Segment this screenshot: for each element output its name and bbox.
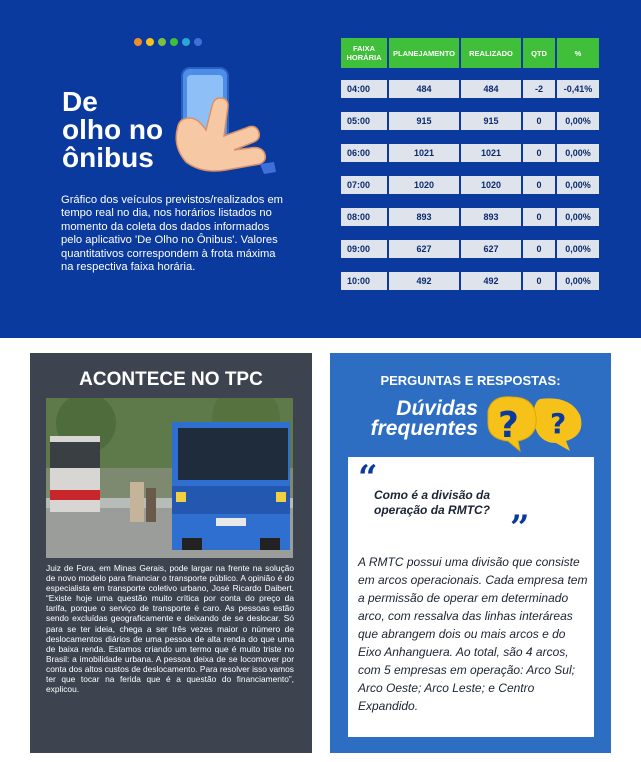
dot — [146, 38, 154, 46]
dot — [170, 38, 178, 46]
table-cell: 915 — [389, 112, 459, 130]
table-cell: 10:00 — [341, 272, 387, 290]
table-body — [341, 80, 599, 290]
hero-description: Gráfico dos veículos previstos/realizados em tempo real no dia, nos horários listados no momento da coleta dos dados informados pelo aplicativo 'De Olho no Ônibus'. Valores quantitativos correspondem à frota máxima na respectiva faixa horária. — [61, 194, 283, 274]
fleet-table — [341, 38, 599, 290]
news-panel — [30, 353, 312, 753]
table-cell: 0 — [523, 240, 555, 258]
dot — [182, 38, 190, 46]
table-row — [341, 240, 599, 258]
faq-heading-line: frequentes — [370, 417, 478, 440]
hero-title-line: ônibus — [62, 142, 154, 173]
faq-title: PERGUNTAS E RESPOSTAS: — [380, 373, 561, 388]
dot — [194, 38, 202, 46]
table-cell: 0 — [523, 112, 555, 130]
table-cell: 0,00% — [557, 272, 599, 290]
table-row — [341, 176, 599, 194]
table-header — [341, 38, 599, 68]
table-row — [341, 208, 599, 226]
table-cell: 05:00 — [341, 112, 387, 130]
table-cell: 1020 — [389, 176, 459, 194]
table-cell: 893 — [389, 208, 459, 226]
dot — [158, 38, 166, 46]
table-cell: 08:00 — [341, 208, 387, 226]
color-dots — [134, 38, 202, 46]
table-cell: -0,41% — [557, 80, 599, 98]
table-cell: 0 — [523, 272, 555, 290]
faq-question: Como é a divisão da operação da RMTC? — [374, 488, 491, 517]
hero-title-line: De — [62, 86, 98, 117]
table-row — [341, 272, 599, 290]
table-row — [341, 144, 599, 162]
close-quote-icon: ” — [510, 508, 530, 548]
table-cell: 484 — [389, 80, 459, 98]
table-cell: 627 — [389, 240, 459, 258]
table-cell: 07:00 — [341, 176, 387, 194]
table-cell: 0,00% — [557, 208, 599, 226]
table-cell: -2 — [523, 80, 555, 98]
faq-answer: A RMTC possui uma divisão que consiste em arcos operacionais. Cada empresa tem a permissão de operar em determinado arco, com ressalva das linhas interáreas que abrangem dois ou mais arcos e do Eixo Anhanguera. Ao total, são 4 arcos, com 5 empresas em operação: Arco Sul; Arco Oeste; Arco Leste; e Centro Expandido. — [358, 555, 588, 713]
top-banner — [0, 0, 641, 338]
faq-heading — [358, 399, 478, 439]
table-cell: 492 — [461, 272, 521, 290]
question-bubbles-icon — [482, 393, 592, 453]
column-header: % — [557, 38, 599, 68]
table-cell: 0,00% — [557, 112, 599, 130]
table-cell: 0,00% — [557, 144, 599, 162]
table-cell: 492 — [389, 272, 459, 290]
news-title: ACONTECE NO TPC — [79, 369, 263, 390]
table-cell: 627 — [461, 240, 521, 258]
table-cell: 0,00% — [557, 240, 599, 258]
table-cell: 484 — [461, 80, 521, 98]
hand-phone-icon — [168, 66, 280, 176]
column-header: FAIXA HORÁRIA — [341, 38, 387, 68]
hero-title — [62, 88, 163, 172]
column-header: PLANEJAMENTO — [389, 38, 459, 68]
table-cell: 04:00 — [341, 80, 387, 98]
dot — [134, 38, 142, 46]
table-cell: 893 — [461, 208, 521, 226]
table-row — [341, 112, 599, 130]
table-cell: 915 — [461, 112, 521, 130]
hero-title-line: olho no — [62, 114, 164, 145]
news-text: Juiz de Fora, em Minas Gerais, pode largar na frente na solução de novo modelo para financiar o transporte público. A opinião é do especialista em transporte coletivo urbano, José Ricardo Daibert. “Existe hoje uma questão muito crítica por conta do preço da tarifa, porque o serviço de transporte é caro. As pessoas estão sendo excluídas geograficamente e deixando de se deslocar. Só para se ter ideia, chega a ser três vezes maior o número de deslocamentos diários de uma pessoa de alta renda do que uma de baixa renda. Estamos criando um termo que é muito triste no Brasil: a imobilidade urbana. A pessoa deixa de se locomover por conta dos altos custos de deslocamento. Para resolver isso vamos ter que tocar na ferida que é a questão do financiamento”, explicou. — [46, 563, 294, 695]
table-cell: 0 — [523, 176, 555, 194]
bus-street-photo — [46, 398, 293, 558]
table-cell: 0,00% — [557, 176, 599, 194]
open-quote-icon: “ — [358, 458, 378, 498]
faq-panel — [330, 353, 611, 753]
column-header: QTD — [523, 38, 555, 68]
table-cell: 09:00 — [341, 240, 387, 258]
table-cell: 1020 — [461, 176, 521, 194]
faq-heading-line: Dúvidas — [396, 397, 478, 420]
table-cell: 1021 — [461, 144, 521, 162]
table-row — [341, 80, 599, 98]
faq-card — [348, 457, 594, 737]
svg-text:?: ? — [550, 407, 567, 440]
column-header: REALIZADO — [461, 38, 521, 68]
svg-text:?: ? — [498, 405, 519, 446]
table-cell: 0 — [523, 208, 555, 226]
table-cell: 1021 — [389, 144, 459, 162]
table-cell: 06:00 — [341, 144, 387, 162]
table-cell: 0 — [523, 144, 555, 162]
